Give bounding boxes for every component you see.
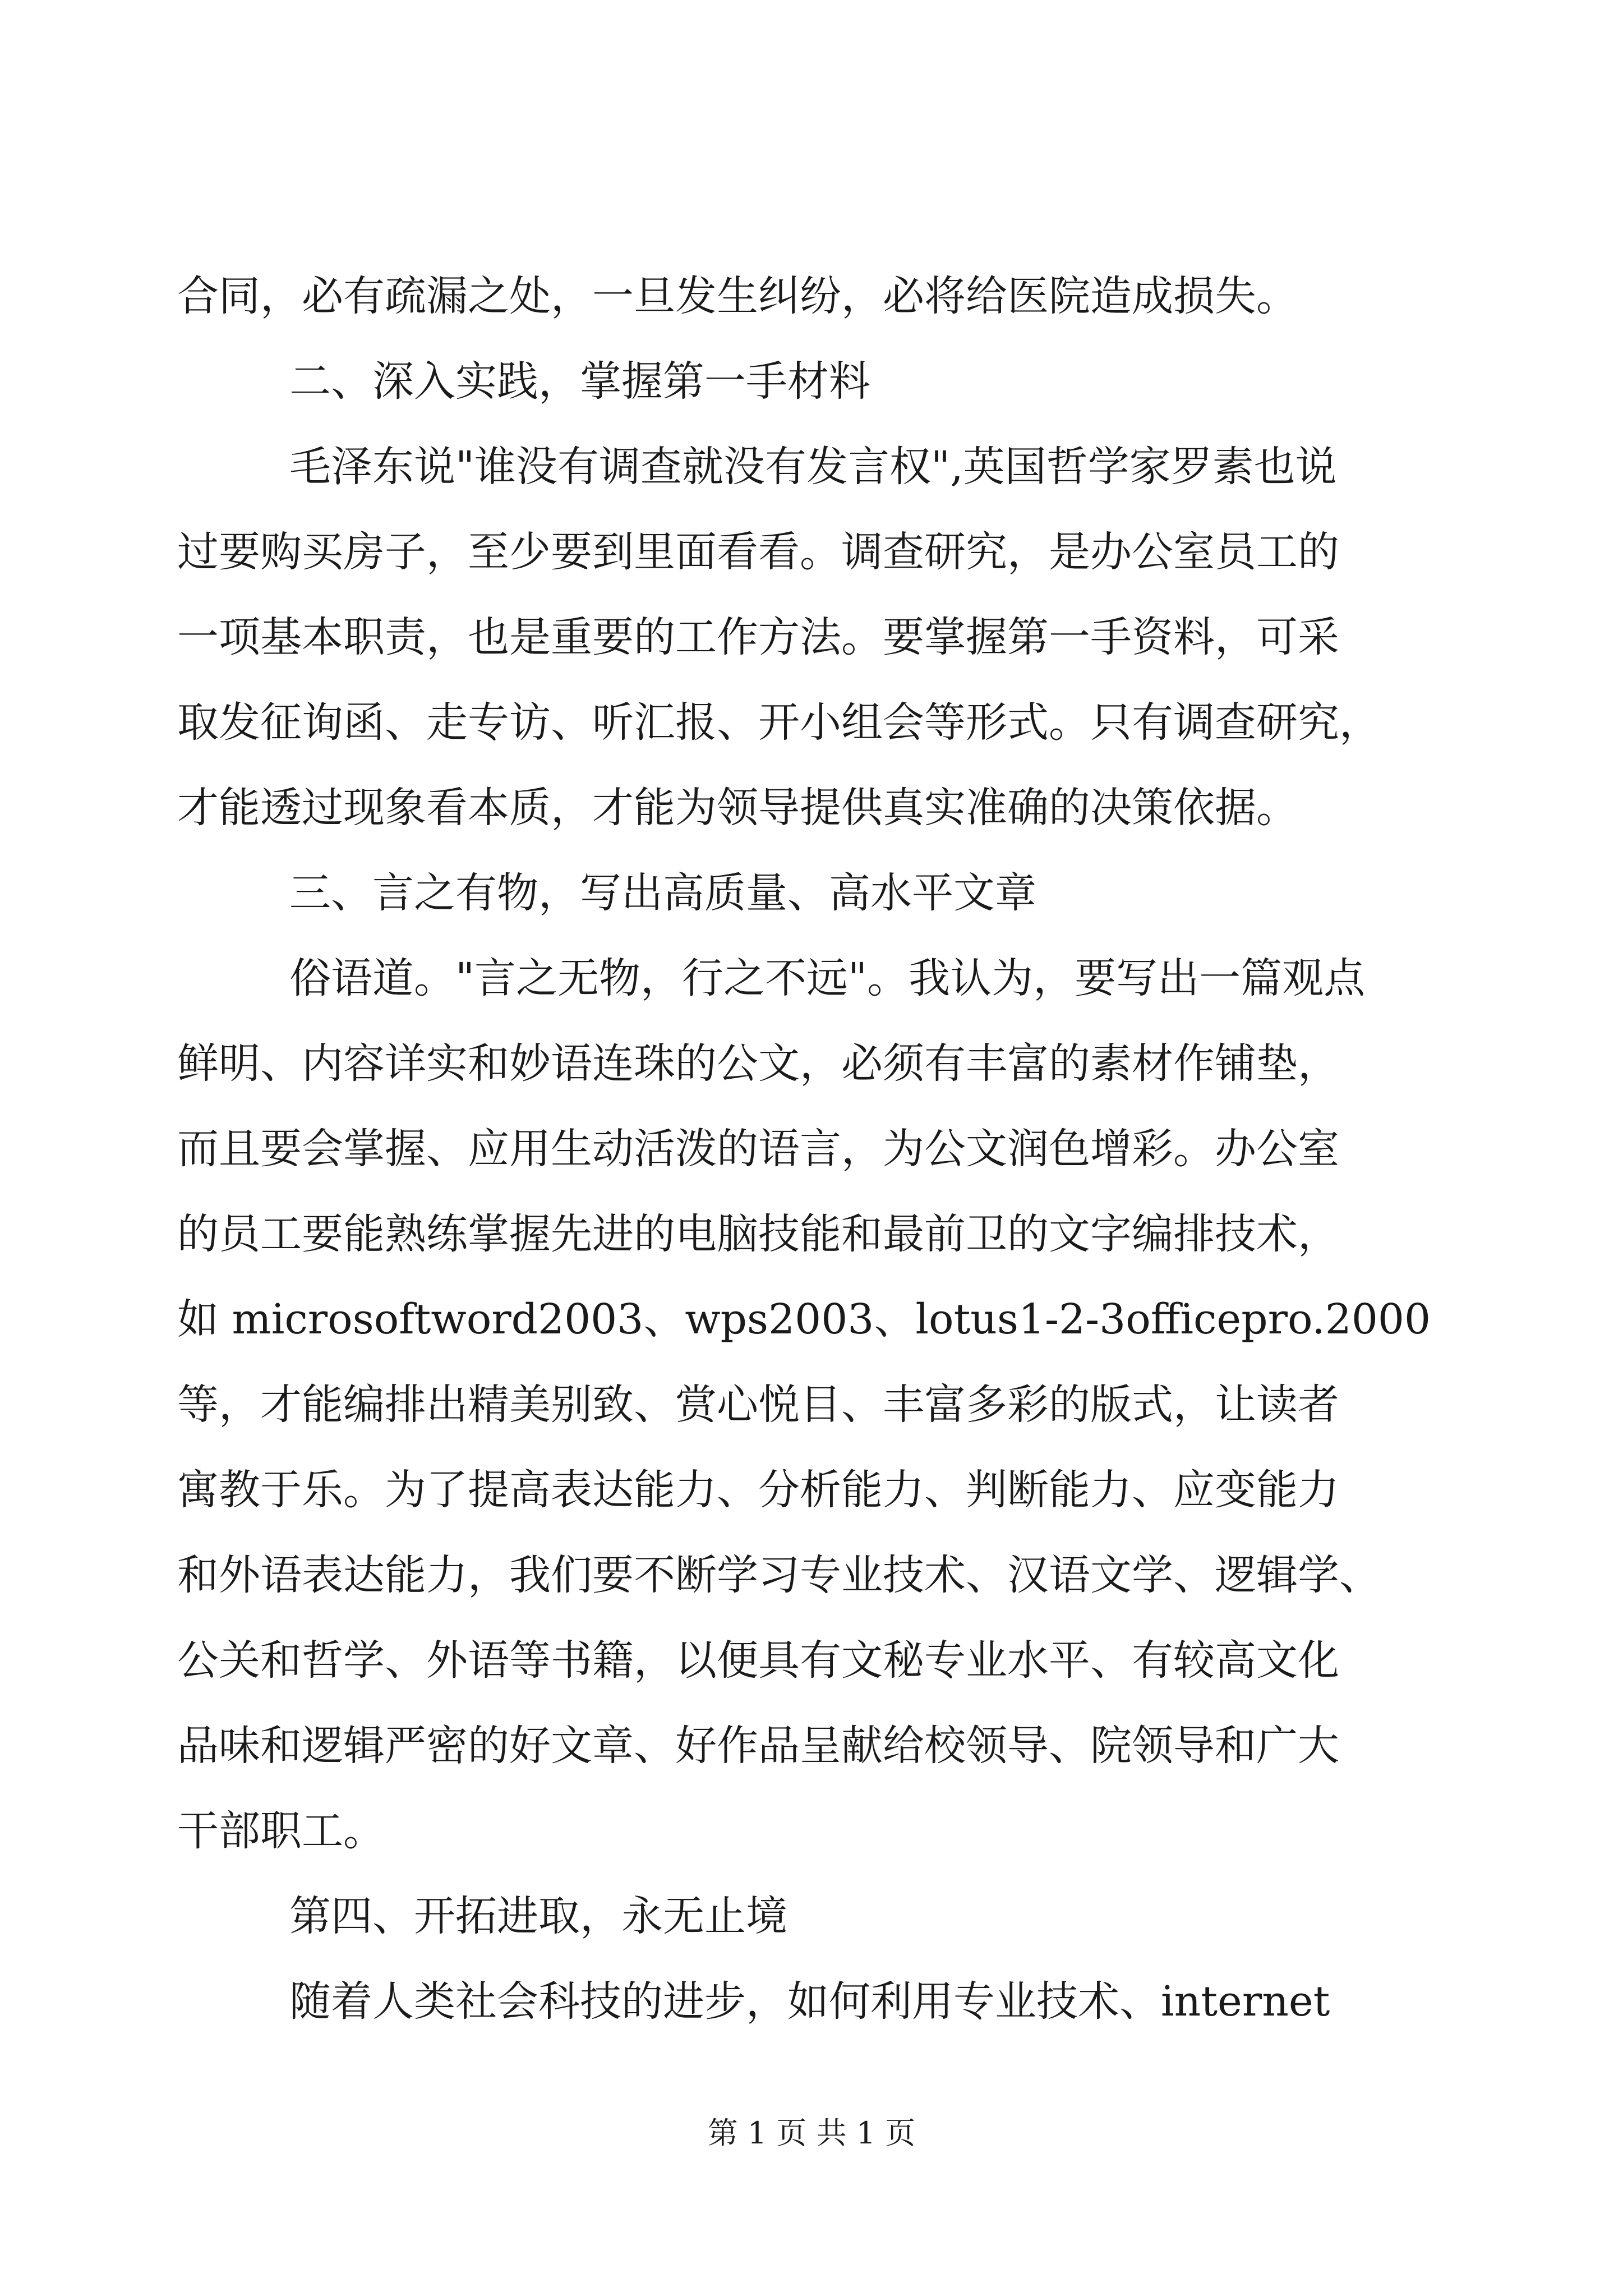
text-line: 公关和哲学、外语等书籍，以便具有文秘专业水平、有较高文化: [177, 1636, 1339, 1685]
text-line: 等，才能编排出精美别致、赏心悦目、丰富多彩的版式，让读者: [177, 1381, 1339, 1429]
text-line: 三、言之有物，写出高质量、高水平文章: [289, 869, 1036, 917]
text-line: 鲜明、内容详实和妙语连珠的公文，必须有丰富的素材作铺垫，: [177, 1039, 1339, 1088]
page-number-label: 第 1 页 共 1 页: [707, 2115, 916, 2151]
text-line: 的员工要能熟练掌握先进的电脑技能和最前卫的文字编排技术，: [177, 1210, 1339, 1258]
text-line: 一项基本职责，也是重要的工作方法。要掌握第一手资料，可采: [177, 613, 1339, 661]
text-line: 品味和逻辑严密的好文章、好作品呈献给校领导、院领导和广大: [177, 1722, 1339, 1770]
text-line: 二、深入实践，掌握第一手材料: [289, 357, 870, 406]
text-line: 合同，必有疏漏之处，一旦发生纠纷，必将给医院造成损失。: [177, 272, 1298, 320]
text-line: 和外语表达能力，我们要不断学习专业技术、汉语文学、逻辑学、: [177, 1551, 1381, 1599]
text-line: 过要购买房子，至少要到里面看看。调查研究，是办公室员工的: [177, 528, 1339, 576]
text-line: 俗语道。"言之无物，行之不远"。我认为，要写出一篇观点: [289, 954, 1366, 1002]
text-line: 而且要会掌握、应用生动活泼的语言，为公文润色增彩。办公室: [177, 1125, 1339, 1173]
document-body: [177, 254, 1439, 2044]
text-line: 寓教于乐。为了提高表达能力、分析能力、判断能力、应变能力: [177, 1466, 1339, 1514]
text-line: 毛泽东说"谁没有调查就没有发言权",英国哲学家罗素也说: [289, 443, 1337, 491]
text-line: 才能透过现象看本质，才能为领导提供真实准确的决策依据。: [177, 784, 1298, 832]
text-line: 随着人类社会科技的进步，如何利用专业技术、internet: [289, 1977, 1330, 2026]
text-line: 如 microsoftword2003、wps2003、lotus1-2-3officepro.2000: [177, 1295, 1431, 1343]
text-line: 干部职工。: [177, 1807, 385, 1855]
text-line: 取发征询函、走专访、听汇报、开小组会等形式。只有调查研究，: [177, 698, 1381, 747]
page-footer: [0, 2114, 1623, 2153]
text-line: 第四、开拓进取，永无止境: [289, 1892, 787, 1940]
